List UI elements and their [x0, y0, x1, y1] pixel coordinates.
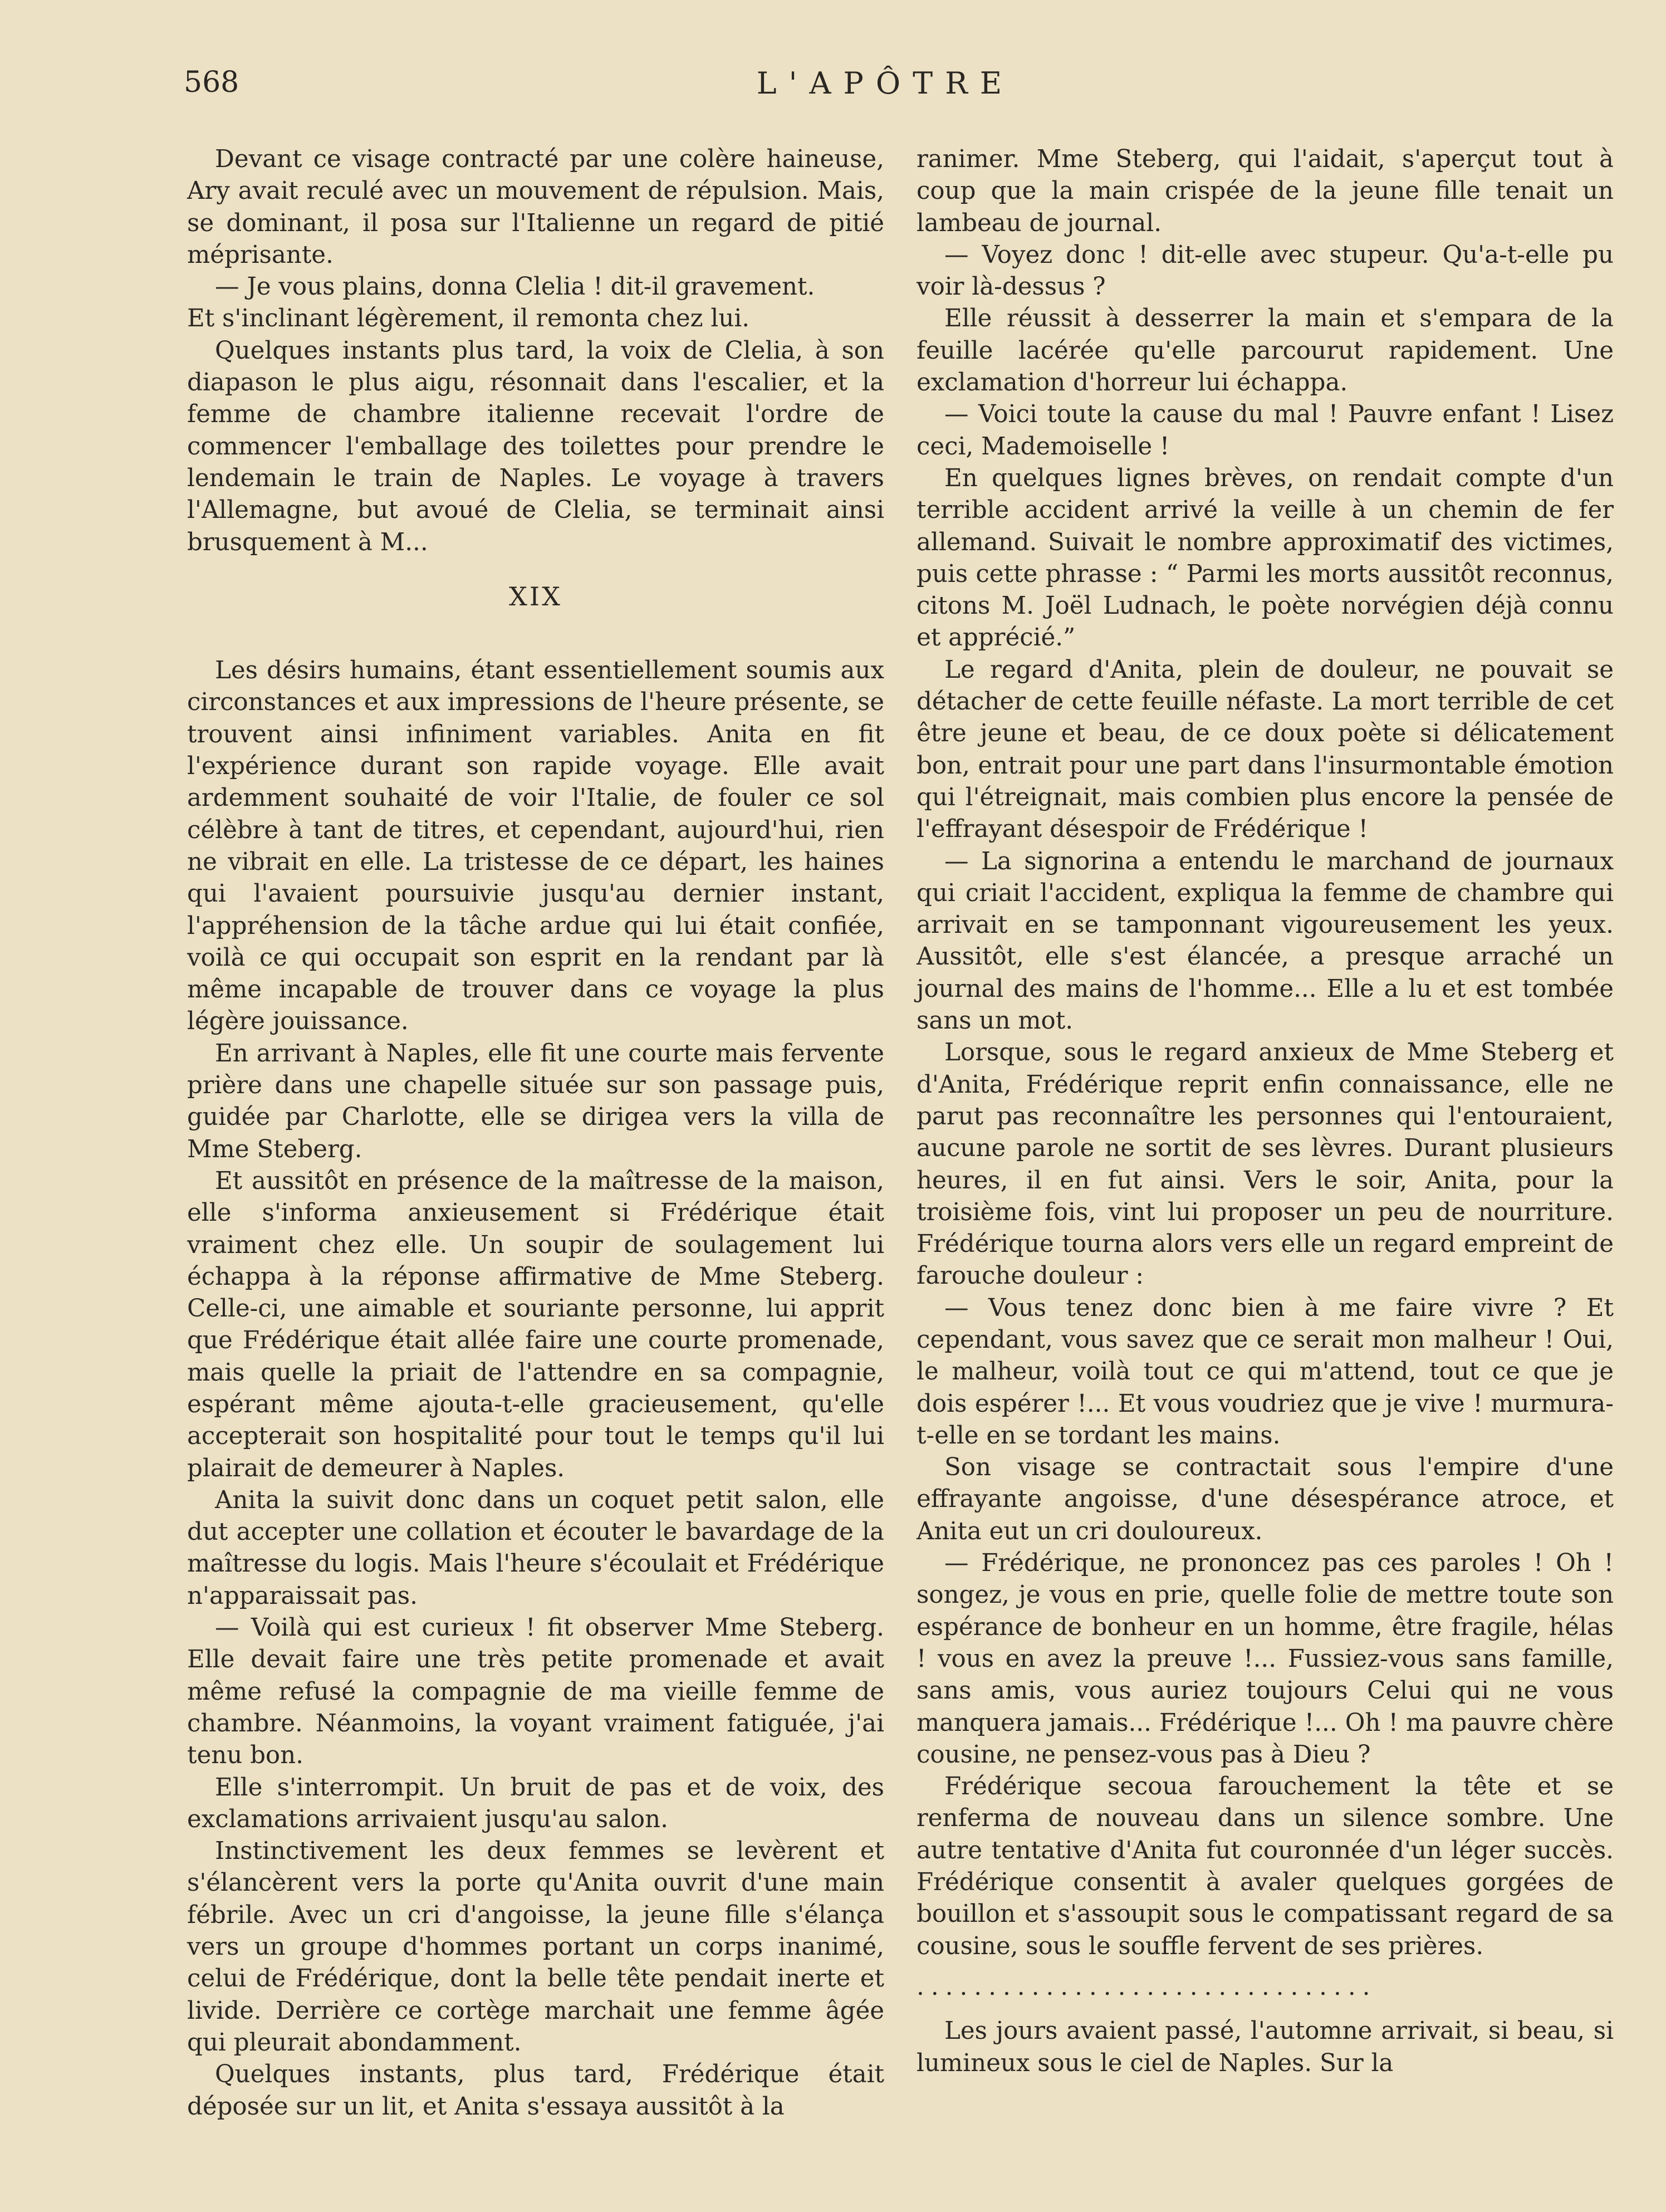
- paragraph: Son visage se contractait sous l'empire d'une effrayante angoisse, d'une désespérance atroce, et Anita eut un cri douloureux.: [917, 1454, 1614, 1545]
- paragraph: Instinctivement les deux femmes se levèrent et s'élancèrent vers la porte qu'Anita ouvrit d'une main fébrile. Avec un cri d'angoisse, la jeune fille s'élança vers un groupe d'hommes portant un corps inanimé, celui de Frédérique, dont la belle tête pendait inerte et livide. Derrière ce cortège marchait une femme âgée qui pleurait abondamment.: [187, 1837, 884, 2057]
- paragraph: — La signorina a entendu le marchand de journaux qui criait l'accident, expliqua la femme de chambre qui arrivait en se tamponnant vigoureusement les yeux. Aussitôt, elle s'est élancée, a presque arraché un journal des mains de l'homme... Elle a lu et est tombée sans un mot.: [917, 847, 1614, 1035]
- paragraph: — Voyez donc ! dit-elle avec stupeur. Qu'a-t-elle pu voir là-dessus ?: [917, 241, 1614, 301]
- paragraph: Lorsque, sous le regard anxieux de Mme Steberg et d'Anita, Frédérique reprit enfin connaissance, elle ne parut pas reconnaître les personnes qui l'entouraient, aucune parole ne sortit de ses lèvres. Durant plusieurs heures, il en fut ainsi. Vers le soir, Anita, pour la troisième fois, vint lui proposer un peu de nourriture. Frédérique tourna alors vers elle un regard empreint de farouche douleur :: [917, 1039, 1614, 1290]
- paragraph: Elle s'interrompit. Un bruit de pas et de voix, des exclamations arrivaient jusqu'au salon.: [187, 1773, 884, 1833]
- paragraph: — Je vous plains, donna Clelia ! dit-il gravement.: [215, 273, 815, 301]
- running-title: L'APÔTRE: [756, 66, 1015, 101]
- paragraph: Et s'inclinant légèrement, il remonta chez lui.: [187, 305, 750, 333]
- paragraph: Et aussitôt en présence de la maîtresse de la maison, elle s'informa anxieusement si Frédérique était vraiment chez elle. Un soupir de soulagement lui échappa à la réponse affirmative de Mme Steberg. Celle-ci, une aimable et souriante personne, lui apprit que Frédérique était allée faire une courte promenade, mais quelle la priait de l'attendre en sa compagnie, espérant même ajouta-t-elle gracieusement, qu'elle accepterait son hospitalité pour tout le temps qu'il lui plairait de demeurer à Naples.: [187, 1167, 884, 1482]
- paragraph: ranimer. Mme Steberg, qui l'aidait, s'aperçut tout à coup que la main crispée de la jeune fille tenait un lambeau de journal.: [917, 145, 1614, 237]
- page-number: 568: [184, 66, 239, 99]
- paragraph: Elle réussit à desserrer la main et s'empara de la feuille lacérée qu'elle parcourut rapidement. Une exclamation d'horreur lui échappa.: [917, 305, 1614, 397]
- paragraph: — Vous tenez donc bien à me faire vivre ? Et cependant, vous savez que ce serait mon malheur ! Oui, le malheur, voilà tout ce qui m'attend, tout ce que je dois espérer !... Et vous voudriez que je vive ! murmura-t-elle en se tordant les mains.: [917, 1294, 1614, 1450]
- paragraph: Le regard d'Anita, plein de douleur, ne pouvait se détacher de cette feuille néfaste. La mort terrible de cet être jeune et beau, de ce doux poète si délicatement bon, entrait pour une part dans l'insurmontable émotion qui l'étreignait, mais combien plus encore la pensée de l'effrayant désespoir de Frédérique !: [917, 655, 1614, 844]
- paragraph: Devant ce visage contracté par une colère haineuse, Ary avait reculé avec un mouvement de répulsion. Mais, se dominant, il posa sur l'Italienne un regard de pitié méprisante.: [187, 145, 884, 269]
- paragraph: Quelques instants, plus tard, Frédérique était déposée sur un lit, et Anita s'essaya aussitôt à la: [187, 2061, 884, 2121]
- chapter-heading: XIX: [509, 581, 562, 611]
- paragraph: — Voici toute la cause du mal ! Pauvre enfant ! Lisez ceci, Mademoiselle !: [917, 400, 1614, 461]
- paragraph: En quelques lignes brèves, on rendait compte d'un terrible accident arrivé la veille à un chemin de fer allemand. Suivait le nombre approximatif des victimes, puis cette phrasse : “ Parmi les morts aussitôt reconnus, citons M. Joël Ludnach, le poète norvégien déjà connu et apprécié.”: [917, 464, 1614, 652]
- page-header: [184, 66, 1587, 110]
- paragraph: — Frédérique, ne prononcez pas ces paroles ! Oh ! songez, je vous en prie, quelle folie de mettre toute son espérance de bonheur en un homme, être fragile, hélas ! vous en avez la preuve !... Fussiez-vous sans famille, sans amis, vous auriez toujours Celui qui ne vous manquera jamais... Frédérique !... Oh ! ma pauvre chère cousine, ne pensez-vous pas à Dieu ?: [917, 1549, 1614, 1769]
- right-column: [917, 144, 1614, 2079]
- paragraph: Quelques instants plus tard, la voix de Clelia, à son diapason le plus aigu, résonnait dans l'escalier, et la femme de chambre italienne recevait l'ordre de commencer l'emballage des toilettes pour prendre le lendemain le train de Naples. Le voyage à travers l'Allemagne, but avoué de Clelia, se terminait ainsi brusquement à M...: [187, 336, 884, 556]
- paragraph: Anita la suivit donc dans un coquet petit salon, elle dut accepter une collation et écouter le bavardage de la maîtresse du logis. Mais l'heure s'écoulait et Frédérique n'apparaissait pas.: [187, 1486, 884, 1610]
- paragraph: Les désirs humains, étant essentiellement soumis aux circonstances et aux impressions de l'heure présente, se trouvent ainsi infiniment variables. Anita en fit l'expérience durant son rapide voyage. Elle avait ardemment souhaité de voir l'Italie, de fouler ce sol célèbre à tant de titres, et cependant, aujourd'hui, rien ne vibrait en elle. La tristesse de ce départ, les haines qui l'avaient poursuivie jusqu'au dernier instant, l'appréhension de la tâche ardue qui lui était confiée, voilà ce qui occupait son esprit en la rendant par là même incapable de trouver dans ce voyage la plus légère jouissance.: [187, 657, 884, 1036]
- paragraph: Frédérique secoua farouchement la tête et se renferma de nouveau dans un silence sombre. Une autre tentative d'Anita fut couronnée d'un léger succès. Frédérique consentit à avaler quelques gorgées de bouillon et s'assoupit sous le compatissant regard de sa cousine, sous le souffle fervent de ses prières.: [917, 1773, 1614, 1960]
- paragraph: — Voilà qui est curieux ! fit observer Mme Steberg. Elle devait faire une très petite promenade et avait même refusé la compagnie de ma vieille femme de chambre. Néanmoins, la voyant vraiment fatiguée, j'ai tenu bon.: [187, 1614, 884, 1770]
- section-separator: ................................: [917, 1973, 1377, 2001]
- left-column: [187, 144, 884, 2123]
- paragraph: En arrivant à Naples, elle fit une courte mais fervente prière dans une chapelle située sur son passage puis, guidée par Charlotte, elle se dirigea vers la villa de Mme Steberg.: [187, 1039, 884, 1163]
- paragraph: Les jours avaient passé, l'automne arrivait, si beau, si lumineux sous le ciel de Naples. Sur la: [917, 2017, 1614, 2077]
